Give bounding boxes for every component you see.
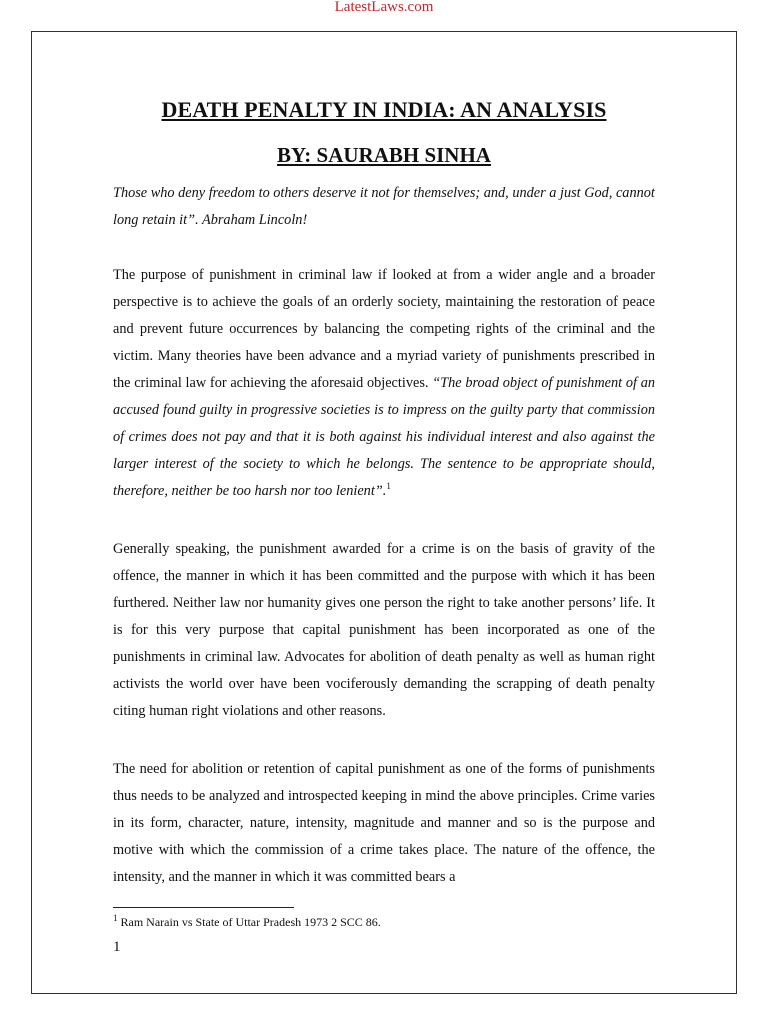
- epigraph-quote: Those who deny freedom to others deserve it not for themselves; and, under a just God, cannot long retain it”. Abraham Lincoln!: [113, 185, 655, 228]
- paragraph-3: The need for abolition or retention of capital punishment as one of the forms of punishments thus needs to be analyzed and introspected keeping in mind the above principles. Crime varies in its form, character, nature, intensity, magnitude and manner and so is the purpose and motive with which the commission of a crime takes place. The nature of the offence, the intensity, and the manner in which it was committed bears a: [113, 761, 655, 885]
- footnote-number: 1: [113, 913, 118, 923]
- footnote-separator: [113, 907, 294, 908]
- page-number: 1: [113, 939, 121, 955]
- footnote-reference[interactable]: 1: [386, 481, 391, 492]
- paragraph-2: Generally speaking, the punishment awarded for a crime is on the basis of gravity of the offence, the manner in which it has been committed and the purpose with which it has been furthered. Neither law nor humanity gives one person the right to take another persons’ life. It is for this very purpose that capital punishment has been incorporated as one of the punishments in criminal law. Advocates for abolition of death penalty as well as human right activists the world over have been vociferously demanding the scrapping of death penalty citing human right violations and other reasons.: [113, 541, 655, 719]
- footnote-text: Ram Narain vs State of Uttar Pradesh 1973 2 SCC 86.: [120, 915, 381, 929]
- paragraph-1-text: The purpose of punishment in criminal law if looked at from a wider angle and a broader perspective is to achieve the goals of an orderly society, maintaining the restoration of peace and prevent future occurrences by balancing the competing rights of the criminal and the victim. Many theories have been advance and a myriad variety of punishments prescribed in the criminal law for achieving the aforesaid objectives.: [113, 267, 655, 391]
- document-title: DEATH PENALTY IN INDIA: AN ANALYSIS: [161, 97, 607, 122]
- site-header-link[interactable]: LatestLaws.com: [334, 0, 434, 15]
- document-author: BY: SAURABH SINHA: [277, 143, 491, 167]
- footnote: [113, 913, 653, 931]
- paragraph-1-quotation: “The broad object of punishment of an accused found guilty in progressive societies is to impress on the guilty party that commission of crimes does not pay and that it is both against his individual interest and also against the larger interest of the society to which he belongs. The sentence to be appropriate should, therefore, neither be too harsh nor too lenient”.: [113, 375, 655, 499]
- paragraph-1: [113, 262, 655, 505]
